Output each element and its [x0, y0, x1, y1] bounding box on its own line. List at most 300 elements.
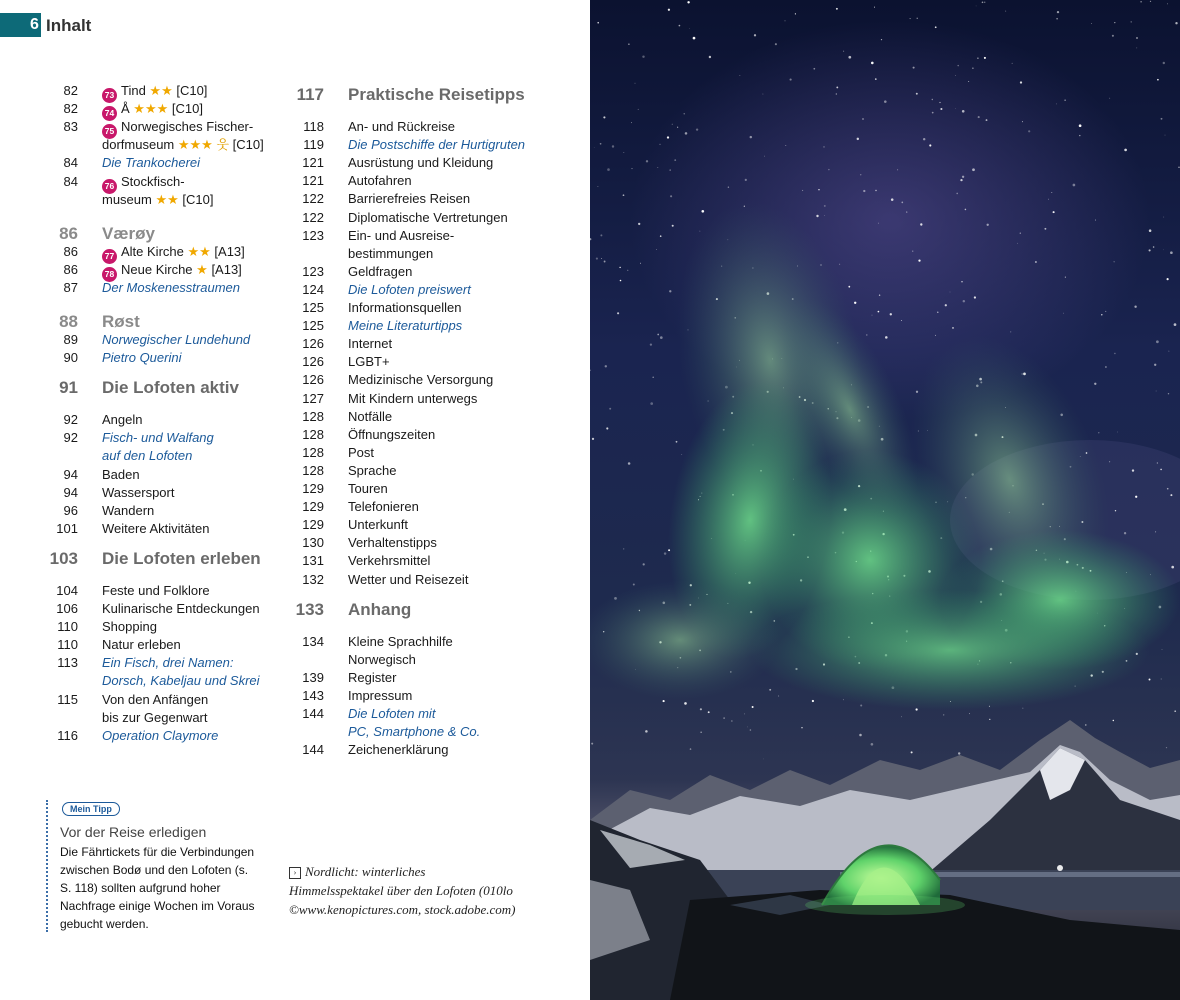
star: [986, 119, 988, 121]
toc-entry[interactable]: [246, 245, 536, 263]
toc-entry[interactable]: [246, 741, 536, 759]
toc-entry-title: Ausrüstung und Kleidung: [348, 155, 494, 171]
star: [1114, 353, 1115, 354]
toc-entry[interactable]: [246, 669, 536, 687]
star: [668, 9, 670, 11]
toc-entry-title: Norwegischer Lundehund: [102, 332, 251, 347]
toc-page-number: 103: [49, 548, 78, 568]
star: [932, 112, 934, 114]
toc-page-number: 86: [59, 223, 78, 243]
star: [1017, 243, 1018, 244]
star: [596, 258, 598, 260]
toc-entry-title: Informationsquellen: [348, 300, 462, 315]
toc-page-number: 126: [302, 354, 324, 370]
toc-entry-title: Die Lofoten erleben: [102, 548, 261, 568]
toc-entry[interactable]: [246, 408, 536, 426]
star: [1109, 98, 1110, 99]
star: [1115, 510, 1116, 511]
mein-tipp-badge: Mein Tipp: [62, 802, 120, 816]
star: [962, 176, 964, 178]
star: [1056, 18, 1058, 20]
toc-page-number: 131: [302, 553, 324, 569]
star: [1105, 311, 1106, 312]
star: [764, 156, 765, 157]
star: [913, 67, 915, 69]
toc-page-number: 86: [63, 261, 78, 277]
star: [1163, 217, 1164, 218]
star: [1134, 305, 1136, 307]
star: [659, 144, 660, 145]
map-grid-ref: [C10]: [178, 191, 214, 207]
star: [652, 377, 654, 379]
star: [628, 43, 629, 44]
star: [600, 143, 602, 145]
toc-entry-title: Fisch- und Walfang: [102, 430, 214, 446]
toc-column-1: [0, 0, 280, 780]
star: [972, 168, 975, 171]
toc-entry[interactable]: [246, 317, 536, 335]
star: [752, 706, 754, 708]
toc-page-number: 126: [302, 336, 324, 352]
star: [872, 315, 873, 316]
star: [901, 202, 903, 204]
star: [690, 748, 692, 750]
toc-entry-title: Barrierefreies Reisen: [348, 191, 471, 207]
star: [1023, 708, 1024, 709]
star: [1112, 35, 1114, 37]
star: [955, 75, 956, 76]
toc-page-number: 92: [63, 412, 78, 428]
star: [633, 583, 635, 585]
star: [952, 327, 954, 329]
star: [901, 716, 902, 717]
poi-number-badge: 73: [102, 88, 117, 103]
toc-page-number: 82: [63, 83, 78, 98]
star: [977, 57, 979, 59]
star: [1065, 277, 1066, 278]
toc-entry-title: An- und Rückreise: [348, 119, 455, 134]
toc-entry-title: Feste und Folklore: [102, 582, 210, 598]
star: [645, 730, 648, 733]
star: [1160, 469, 1162, 471]
toc-entry-title: Autofahren: [348, 173, 412, 189]
tip-body: Die Fährtickets für die Verbindungen zwischen Bodø und den Lofoten (s. S. 118) sollten aufgrund hoher Nachfrage einige Wochen im Voraus gebucht werden.: [60, 845, 255, 931]
star: [670, 195, 672, 197]
toc-entry[interactable]: [246, 534, 536, 552]
toc-entry-title: Wetter und Reisezeit: [348, 571, 469, 587]
toc-entry-title: Die Lofoten mit: [348, 706, 436, 721]
star: [623, 194, 625, 196]
toc-entry-title: Telefonieren: [348, 499, 419, 515]
star: [601, 258, 602, 259]
star: [901, 320, 902, 321]
toc-entry-title: Dorsch, Kabeljau und Skrei: [102, 673, 260, 689]
toc-page-number: 133: [295, 599, 324, 619]
toc-entry-title: Værøy: [102, 223, 155, 243]
star: [745, 179, 747, 181]
toc-page-number: 129: [302, 517, 324, 533]
star: [836, 93, 837, 94]
star: [859, 734, 862, 737]
star: [591, 743, 593, 745]
toc-entry[interactable]: [246, 444, 536, 462]
toc-entry-title: Verkehrsmittel: [348, 553, 431, 569]
toc-page-number: 130: [302, 535, 324, 551]
star: [1005, 11, 1006, 12]
star: [987, 224, 989, 226]
toc-page-number: 125: [302, 318, 324, 334]
toc-entry[interactable]: [246, 118, 536, 136]
star: [860, 174, 861, 175]
toc-entry[interactable]: [246, 516, 536, 534]
toc-entry-title: Touren: [348, 481, 388, 496]
star: [597, 186, 598, 187]
star: [890, 313, 892, 315]
star: [935, 26, 937, 28]
star: [1131, 21, 1132, 22]
star: [681, 454, 682, 455]
star: [911, 751, 913, 753]
toc-page-number: 127: [302, 390, 324, 406]
toc-entry-title: Die Lofoten aktiv: [102, 378, 239, 398]
star: [839, 264, 840, 265]
star: [1044, 228, 1046, 230]
star: [937, 312, 938, 313]
toc-page-number: 84: [63, 173, 78, 189]
toc-entry[interactable]: [246, 633, 536, 651]
toc-entry-title: Natur erleben: [102, 637, 181, 653]
toc-entry[interactable]: [246, 390, 536, 408]
star: [965, 209, 967, 211]
toc-entry[interactable]: [246, 227, 536, 245]
tip-box: [46, 800, 273, 932]
toc-section[interactable]: [246, 84, 536, 106]
toc-page-number: 106: [56, 601, 78, 616]
star: [1170, 251, 1173, 254]
star: [963, 300, 965, 302]
star: [1073, 184, 1076, 187]
star: [623, 152, 624, 153]
star: [1094, 383, 1096, 385]
star: [677, 127, 678, 128]
toc-entry-title: museum: [102, 191, 152, 207]
toc-entry-title: Mit Kindern unterwegs: [348, 390, 478, 406]
star: [891, 198, 894, 201]
star: [1056, 103, 1057, 104]
star: [848, 286, 850, 288]
star: [669, 169, 671, 171]
star: [1113, 720, 1114, 721]
toc-page-number: 94: [63, 484, 78, 500]
rating-stars-icon: ★★: [145, 83, 173, 98]
toc-entry-title: Internet: [348, 336, 393, 352]
toc-page-number: 121: [302, 173, 324, 189]
toc-page-number: 115: [57, 691, 78, 707]
star: [657, 334, 659, 336]
star: [1157, 462, 1158, 463]
star: [635, 83, 636, 84]
star: [1079, 135, 1080, 136]
toc-entry[interactable]: [246, 335, 536, 353]
toc-entry[interactable]: [246, 299, 536, 317]
star: [1063, 313, 1064, 314]
toc-entry[interactable]: [246, 480, 536, 498]
star: [878, 311, 880, 313]
star: [1028, 130, 1030, 132]
star: [968, 81, 969, 82]
star: [778, 695, 779, 696]
toc-entry-title: Norwegisch: [348, 651, 416, 667]
star: [1114, 22, 1115, 23]
star: [863, 190, 865, 192]
star: [696, 128, 698, 130]
star: [843, 51, 844, 52]
toc-entry[interactable]: [246, 154, 536, 172]
toc-page-number: 124: [302, 281, 324, 297]
star: [1156, 391, 1157, 392]
toc-page-number: 122: [302, 191, 324, 207]
toc-entry-title: Anhang: [348, 599, 412, 619]
toc-entry[interactable]: [246, 190, 536, 208]
toc-page-number: 113: [57, 655, 78, 671]
star: [1167, 3, 1168, 4]
star: [795, 13, 796, 14]
star: [723, 717, 724, 718]
toc-entry-title: Notfälle: [348, 408, 393, 424]
star: [1136, 37, 1138, 39]
star: [950, 292, 951, 293]
star: [674, 159, 676, 161]
star: [609, 408, 611, 410]
toc-entry-title: Verhaltenstipps: [348, 535, 437, 551]
toc-page-number: 104: [56, 582, 78, 598]
star: [1155, 531, 1156, 532]
star: [1153, 246, 1155, 248]
star: [1124, 149, 1127, 152]
star: [955, 108, 956, 109]
star: [871, 62, 874, 65]
star: [592, 438, 594, 440]
toc-entry-title: Geldfragen: [348, 263, 413, 279]
star: [623, 548, 624, 549]
poi-number-badge: 78: [102, 267, 117, 282]
star: [961, 281, 962, 282]
star: [884, 100, 887, 103]
star: [790, 79, 792, 81]
star: [597, 22, 599, 24]
star: [1079, 124, 1082, 127]
toc-entry[interactable]: [246, 687, 536, 705]
star: [769, 689, 771, 691]
toc-entry[interactable]: [246, 571, 536, 589]
star: [708, 711, 710, 713]
star: [606, 427, 608, 429]
star: [744, 713, 745, 714]
star: [1132, 469, 1134, 471]
tip-title: Vor der Reise erledigen: [60, 824, 207, 840]
star: [912, 251, 913, 252]
toc-page-number: 121: [302, 155, 324, 171]
toc-page-number: 117: [296, 85, 324, 104]
star: [1136, 48, 1137, 49]
toc-entry[interactable]: [246, 209, 536, 227]
toc-entry[interactable]: [246, 426, 536, 444]
toc-entry-title: Diplomatische Vertretungen: [348, 209, 508, 225]
toc-entry-title: Wassersport: [102, 484, 175, 500]
star: [646, 160, 648, 162]
toc-entry-title: Die Trankocherei: [102, 155, 201, 171]
star: [1010, 331, 1011, 332]
star: [1048, 199, 1049, 200]
toc-entry-title: Å: [121, 101, 130, 117]
star: [650, 343, 652, 345]
star: [672, 124, 673, 125]
toc-page-number: 132: [302, 571, 324, 587]
star: [700, 708, 702, 710]
star: [684, 113, 685, 114]
toc-page-number: 101: [56, 520, 78, 536]
star: [1171, 566, 1174, 569]
star: [1149, 679, 1151, 681]
star: [939, 102, 940, 103]
toc-entry[interactable]: [246, 651, 536, 669]
toc-entry-title: Tind: [121, 83, 146, 98]
toc-section[interactable]: [246, 599, 536, 621]
toc-entry-title: Die Lofoten preiswert: [348, 281, 471, 297]
star: [1109, 461, 1110, 462]
star: [785, 145, 786, 146]
star: [982, 1, 984, 3]
star: [594, 147, 595, 148]
star: [871, 743, 874, 746]
star: [1020, 81, 1022, 83]
toc-entry[interactable]: [246, 263, 536, 281]
star: [866, 334, 867, 335]
toc-entry[interactable]: [246, 371, 536, 389]
toc-entry[interactable]: [246, 552, 536, 570]
star: [854, 302, 856, 304]
toc-entry-title: Medizinische Versorgung: [348, 372, 494, 388]
toc-page-number: 128: [302, 426, 324, 442]
star: [650, 402, 653, 405]
star: [603, 116, 605, 118]
star: [885, 336, 888, 339]
star: [638, 109, 639, 110]
toc-entry[interactable]: [246, 705, 536, 723]
toc-entry[interactable]: [246, 281, 536, 299]
star: [897, 169, 898, 170]
photo-caption: [289, 862, 519, 919]
star: [607, 168, 610, 171]
toc-page-number: 122: [302, 209, 324, 225]
star: [600, 234, 602, 236]
toc-page-number: 126: [302, 372, 324, 388]
star: [775, 43, 777, 45]
star: [1157, 79, 1159, 81]
star: [604, 261, 606, 263]
toc-entry-title: Kulinarische Entdeckungen: [102, 601, 260, 616]
rating-stars-icon: ★★★: [129, 101, 169, 117]
star: [664, 552, 666, 554]
star: [1105, 366, 1107, 368]
star: [1057, 11, 1059, 13]
toc-page-number: 125: [302, 300, 324, 315]
star: [672, 225, 674, 227]
star: [762, 94, 763, 95]
star: [785, 21, 786, 22]
rating-stars-icon: ★★★: [174, 137, 213, 153]
toc-entry-title: Die Postschiffe der Hurtigruten: [348, 137, 526, 153]
toc-entry-title: Weitere Aktivitäten: [102, 520, 210, 536]
star: [962, 110, 965, 113]
toc-entry-title: Neue Kirche: [121, 261, 193, 277]
toc-entry-title: Kleine Sprachhilfe: [348, 633, 453, 649]
map-grid-ref: [C10]: [172, 83, 208, 98]
star: [676, 441, 678, 443]
star: [978, 116, 980, 118]
star: [875, 190, 876, 191]
toc-entry-title: Operation Claymore: [102, 727, 219, 743]
toc-page-number: 118: [303, 119, 324, 134]
star: [754, 34, 756, 36]
star: [1163, 249, 1164, 250]
star: [1170, 494, 1172, 496]
toc-entry[interactable]: [246, 723, 536, 741]
star: [731, 720, 732, 721]
toc-entry-title: Impressum: [348, 687, 413, 703]
star: [1091, 23, 1092, 24]
map-grid-ref: [C10]: [168, 101, 203, 117]
toc-entry[interactable]: [246, 498, 536, 516]
map-grid-ref: [A13]: [210, 243, 245, 259]
star: [1051, 192, 1052, 193]
star: [1156, 340, 1159, 343]
caption-text: Nordlicht: winterliches Himmelsspektakel über den Lofoten (010lo ©www.kenopictures.com, stock.adobe.com): [289, 864, 516, 917]
star: [643, 563, 645, 565]
star: [1161, 678, 1162, 679]
toc-page-number: 128: [302, 444, 324, 460]
star: [1165, 135, 1166, 136]
toc-entry[interactable]: [246, 136, 536, 154]
toc-page-number: 92: [63, 430, 78, 446]
star: [1154, 364, 1156, 366]
toc-entry[interactable]: [246, 172, 536, 190]
star: [660, 235, 662, 237]
star: [1174, 323, 1177, 326]
star: [1053, 211, 1055, 213]
toc-entry-title: Meine Literaturtipps: [348, 318, 463, 334]
toc-page-number: 128: [302, 462, 324, 478]
star: [879, 295, 880, 296]
toc-page-number: 84: [63, 155, 78, 171]
toc-column-2: [246, 0, 546, 780]
star: [669, 290, 671, 292]
toc-entry-title: Sprache: [348, 462, 397, 478]
star: [700, 231, 701, 232]
star: [848, 56, 851, 59]
star: [640, 263, 641, 264]
toc-entry-title: Register: [348, 669, 397, 685]
toc-entry-title: auf den Lofoten: [102, 448, 193, 464]
star: [929, 144, 931, 146]
star: [685, 132, 688, 135]
star: [657, 167, 658, 168]
star: [828, 169, 829, 170]
toc-entry[interactable]: [246, 353, 536, 371]
toc-entry-title: Zeichenerklärung: [348, 742, 449, 758]
toc-entry[interactable]: [246, 462, 536, 480]
star: [1149, 229, 1152, 232]
